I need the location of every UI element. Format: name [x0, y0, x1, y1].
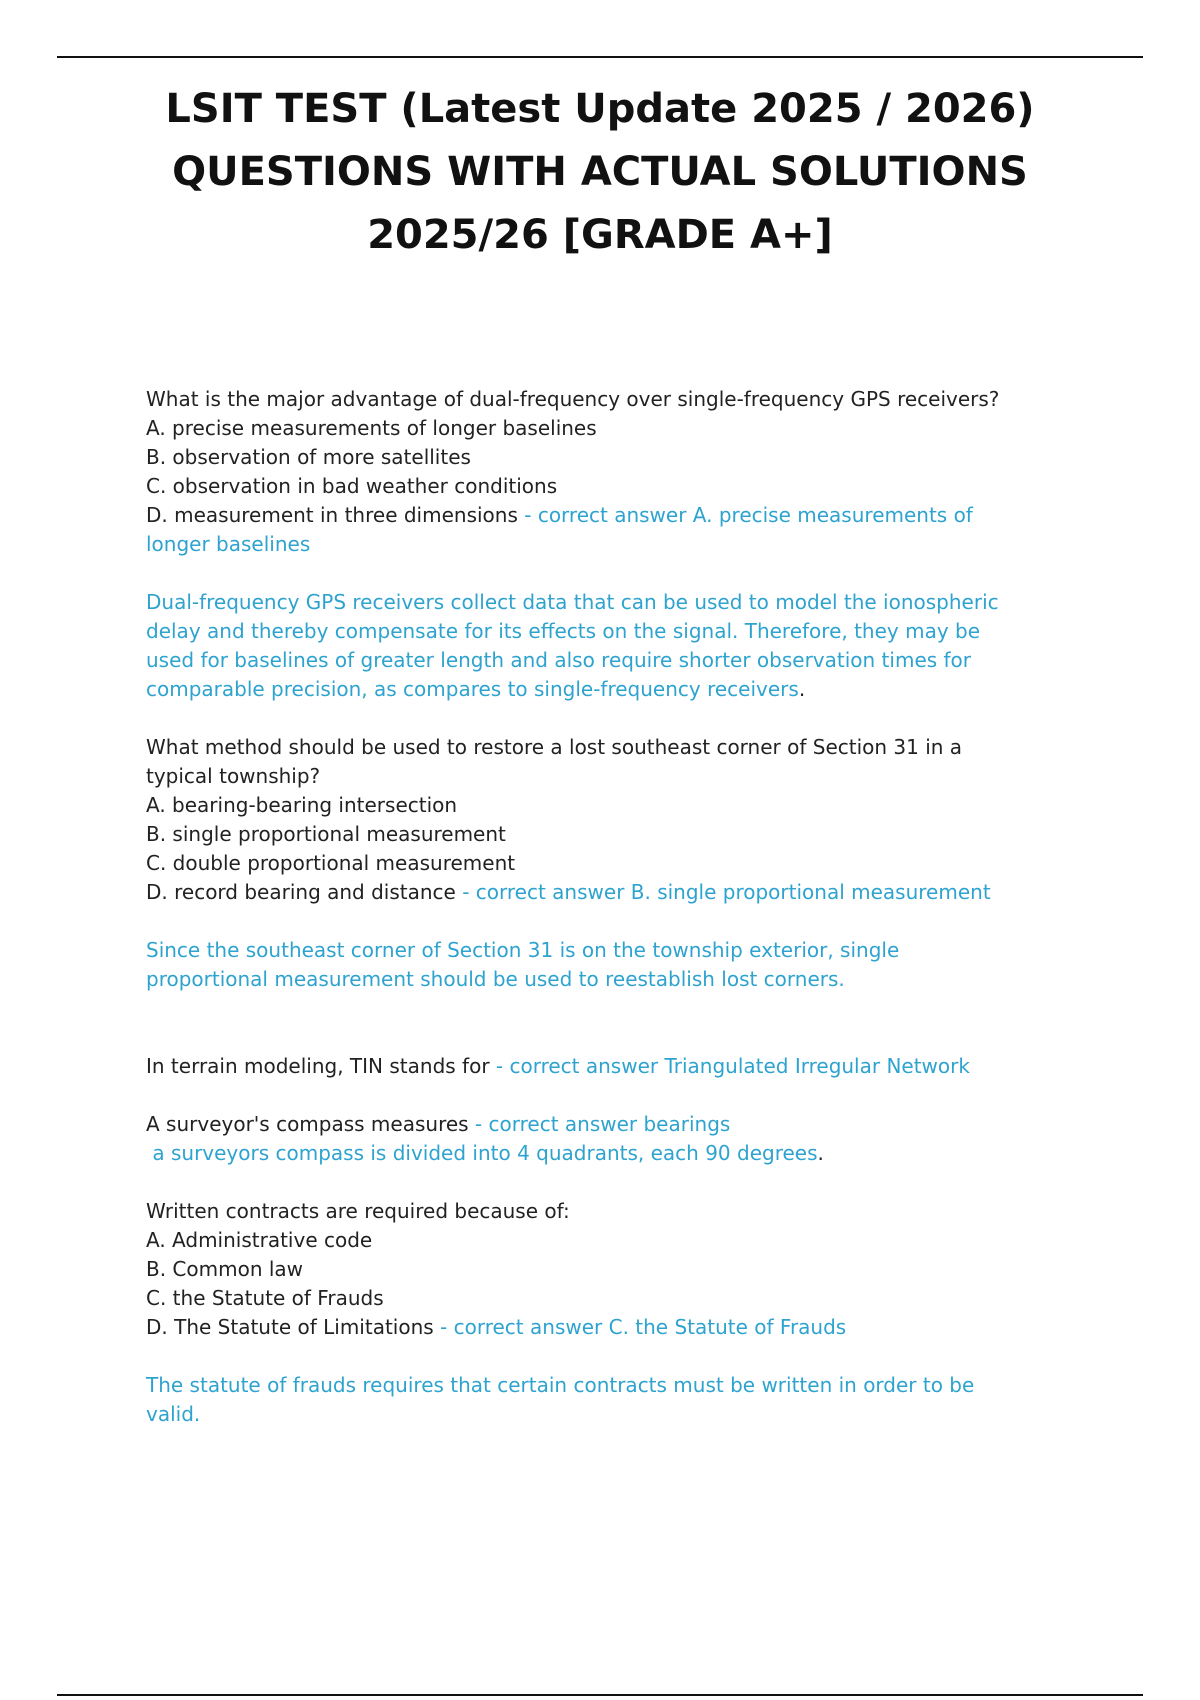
explanation-period: .	[817, 1141, 824, 1165]
option-c: C. double proportional measurement	[146, 851, 516, 875]
question-text: Written contracts are required because of:	[146, 1199, 570, 1223]
question-block-5	[146, 1197, 1146, 1429]
correct-answer: - correct answer Triangulated Irregular Network	[489, 1054, 970, 1078]
question-text: A surveyor's compass measures	[146, 1112, 469, 1136]
explanation-text: comparable precision, as compares to single-frequency receivers	[146, 677, 799, 701]
title-line-1: LSIT TEST (Latest Update 2025 / 2026)	[165, 86, 1035, 132]
option-c: C. observation in bad weather conditions	[146, 474, 558, 498]
explanation-line-end	[146, 1139, 1146, 1168]
question-block-4	[146, 1110, 1146, 1168]
spacer	[146, 994, 1146, 1052]
correct-answer: - correct answer bearings	[468, 1112, 731, 1136]
explanation-line: used for baselines of greater length and also require shorter observation times for	[146, 648, 972, 672]
option-d-with-answer	[146, 501, 1146, 530]
option-a: A. bearing-bearing intersection	[146, 793, 458, 817]
question-with-answer	[146, 1110, 1146, 1139]
question-text-continued: typical township?	[146, 764, 321, 788]
option-b: B. observation of more satellites	[146, 445, 471, 469]
document-title	[100, 78, 1100, 267]
correct-answer: - correct answer B. single proportional measurement	[455, 880, 991, 904]
question-block-1	[146, 385, 1146, 704]
option-d: D. record bearing and distance	[146, 880, 456, 904]
explanation-period: .	[798, 677, 806, 701]
correct-answer: - correct answer C. the Statute of Frauds	[433, 1315, 847, 1339]
title-line-2: QUESTIONS WITH ACTUAL SOLUTIONS	[172, 149, 1028, 195]
explanation-line: Dual-frequency GPS receivers collect data that can be used to model the ionospheric	[146, 590, 999, 614]
option-d: D. The Statute of Limitations	[146, 1315, 434, 1339]
title-line-3: 2025/26 [GRADE A+]	[367, 212, 833, 258]
spacer	[146, 1081, 1146, 1110]
option-d: D. measurement in three dimensions	[146, 503, 518, 527]
explanation-line: Since the southeast corner of Section 31 is on the township exterior, single	[146, 938, 900, 962]
bottom-rule	[57, 1694, 1143, 1696]
option-d-with-answer	[146, 1313, 1146, 1342]
spacer	[146, 704, 1146, 733]
option-b: B. Common law	[146, 1257, 304, 1281]
question-text: What is the major advantage of dual-frequency over single-frequency GPS receivers?	[146, 387, 1000, 411]
option-d-with-answer	[146, 878, 1146, 907]
correct-answer-continued: longer baselines	[146, 532, 311, 556]
option-a: A. precise measurements of longer baselines	[146, 416, 597, 440]
option-b: B. single proportional measurement	[146, 822, 506, 846]
question-text: What method should be used to restore a lost southeast corner of Section 31 in a	[146, 735, 963, 759]
explanation-line: delay and thereby compensate for its effects on the signal. Therefore, they may be	[146, 619, 981, 643]
explanation-line-end	[146, 675, 1146, 704]
spacer	[146, 907, 1146, 936]
explanation-line: The statute of frauds requires that certain contracts must be written in order to be	[146, 1373, 975, 1397]
top-rule	[57, 56, 1143, 58]
option-c: C. the Statute of Frauds	[146, 1286, 384, 1310]
question-text: In terrain modeling, TIN stands for	[146, 1054, 490, 1078]
option-a: A. Administrative code	[146, 1228, 373, 1252]
document-body	[146, 385, 1146, 1429]
question-block-2	[146, 733, 1146, 994]
explanation-line: proportional measurement should be used to reestablish lost corners.	[146, 967, 845, 991]
spacer	[146, 559, 1146, 588]
correct-answer: - correct answer A. precise measurements of	[517, 503, 973, 527]
spacer	[146, 1168, 1146, 1197]
spacer	[146, 1342, 1146, 1371]
question-with-answer	[146, 1052, 1146, 1081]
question-block-3	[146, 1052, 1146, 1081]
explanation-text: a surveyors compass is divided into 4 quadrants, each 90 degrees	[146, 1141, 818, 1165]
explanation-line: valid.	[146, 1402, 201, 1426]
